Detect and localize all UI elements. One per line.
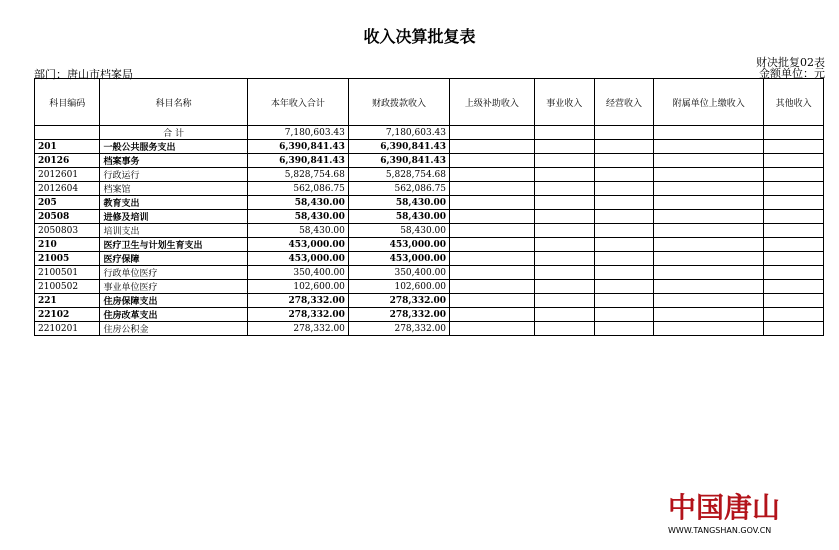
cell: 58,430.00 xyxy=(247,196,348,210)
cell: 453,000.00 xyxy=(247,238,348,252)
cell: 6,390,841.43 xyxy=(247,154,348,168)
cell xyxy=(534,238,594,252)
cell xyxy=(534,168,594,182)
table-row xyxy=(35,252,824,266)
cell xyxy=(764,280,824,294)
form: 财决批复02表 xyxy=(756,56,825,69)
cell: 行政运行 xyxy=(100,168,247,182)
cell xyxy=(450,280,535,294)
cell xyxy=(594,252,654,266)
table-row xyxy=(35,182,824,196)
cell: 58,430.00 xyxy=(348,210,449,224)
cell: 5,828,754.68 xyxy=(348,168,449,182)
cell: 培训支出 xyxy=(100,224,247,238)
h: 事业收入 xyxy=(534,79,594,126)
cell xyxy=(594,182,654,196)
cell xyxy=(764,196,824,210)
cell: 22102 xyxy=(35,308,100,322)
cell: 278,332.00 xyxy=(247,308,348,322)
cell xyxy=(654,252,764,266)
cell: 事业单位医疗 xyxy=(100,280,247,294)
cell: 6,390,841.43 xyxy=(348,154,449,168)
cell: 20508 xyxy=(35,210,100,224)
cell: 278,332.00 xyxy=(348,308,449,322)
cell: 6,390,841.43 xyxy=(348,140,449,154)
cell xyxy=(764,224,824,238)
cell xyxy=(764,168,824,182)
cell: 住房改革支出 xyxy=(100,308,247,322)
cell xyxy=(450,168,535,182)
cell xyxy=(594,154,654,168)
cell xyxy=(764,266,824,280)
cell xyxy=(764,322,824,336)
cell: 201 xyxy=(35,140,100,154)
cell xyxy=(594,238,654,252)
cell xyxy=(654,266,764,280)
cell: 58,430.00 xyxy=(348,224,449,238)
cell: 221 xyxy=(35,294,100,308)
cell: 278,332.00 xyxy=(348,322,449,336)
cell xyxy=(534,210,594,224)
cell: 教育支出 xyxy=(100,196,247,210)
cell: 453,000.00 xyxy=(247,252,348,266)
cell xyxy=(654,294,764,308)
h: 财政拨款收入 xyxy=(348,79,449,126)
cell xyxy=(654,322,764,336)
cell xyxy=(450,252,535,266)
cell xyxy=(654,308,764,322)
cell xyxy=(450,224,535,238)
table: 科目编码 科目名称 本年收入合计 财政拨款收入 上级补助收入 事业收入 经营收入 附属单位上缴收入 其他收入 合 计 7,180,603.43 7,180,603.43 201 一般公共服务支出 6,390,841.43 6,390,841.43 20126 档案事务 6,390,841.43 6,390,841.43 2012601 行政运行 5,828,754.68 5,828,754.68 2012604 档案馆 562,086.75 562,086.75 205 教育支出 58,430.00 58,430.00 20508 进修及培训 58,430.00 58,430.00 2050803 培训支出 58,430.00 58,430.00 210 医疗卫生与计划生育支出 453,000.00 453,000.00 21005 医疗保障 453,000.00 453,000.00 2100501 行政单位医疗 350,400.00 350,400.00 2100502 事业单位医疗 102,600.00 102,600.00 221 住房保障支出 278,332.00 278,332.00 22102 住房改革支出 278,332.00 278,332.00 2210201 住房公积金 278,332.00 278,332.00 xyxy=(34,78,824,336)
unit: 金额单位：元 xyxy=(759,67,825,80)
cell xyxy=(594,210,654,224)
cell xyxy=(654,168,764,182)
cell xyxy=(654,280,764,294)
cell: 58,430.00 xyxy=(247,210,348,224)
cell xyxy=(594,294,654,308)
cell xyxy=(534,294,594,308)
h: 附属单位上缴收入 xyxy=(654,79,764,126)
cell: 医疗卫生与计划生育支出 xyxy=(100,238,247,252)
cell xyxy=(654,182,764,196)
cell: 2012604 xyxy=(35,182,100,196)
dept: 部门：唐山市档案局 xyxy=(34,68,133,81)
cell xyxy=(450,196,535,210)
cell: 58,430.00 xyxy=(247,224,348,238)
cell xyxy=(534,196,594,210)
cell: 562,086.75 xyxy=(247,182,348,196)
cell xyxy=(450,210,535,224)
cell xyxy=(594,224,654,238)
cell xyxy=(534,182,594,196)
total: 7,180,603.43 xyxy=(247,126,348,140)
cell: 2100501 xyxy=(35,266,100,280)
cell: 住房公积金 xyxy=(100,322,247,336)
cell xyxy=(654,196,764,210)
cell xyxy=(450,308,535,322)
cell: 562,086.75 xyxy=(348,182,449,196)
h: 上级补助收入 xyxy=(450,79,535,126)
cell: 205 xyxy=(35,196,100,210)
table-row xyxy=(35,294,824,308)
cell xyxy=(450,322,535,336)
h: 本年收入合计 xyxy=(247,79,348,126)
cell: 102,600.00 xyxy=(247,280,348,294)
title: 收入决算批复表 xyxy=(363,27,476,46)
cell xyxy=(450,294,535,308)
cell: 21005 xyxy=(35,252,100,266)
cell: 医疗保障 xyxy=(100,252,247,266)
cell: 住房保障支出 xyxy=(100,294,247,308)
cell: 210 xyxy=(35,238,100,252)
cell xyxy=(534,252,594,266)
cell: 一般公共服务支出 xyxy=(100,140,247,154)
cell xyxy=(764,238,824,252)
cell: 350,400.00 xyxy=(247,266,348,280)
cell xyxy=(450,238,535,252)
cell xyxy=(654,154,764,168)
table-row xyxy=(35,266,824,280)
cell xyxy=(534,224,594,238)
cell xyxy=(450,266,535,280)
table-row xyxy=(35,322,824,336)
cell xyxy=(764,154,824,168)
cell xyxy=(594,280,654,294)
cell xyxy=(764,294,824,308)
cell xyxy=(764,210,824,224)
table-row xyxy=(35,210,824,224)
total: 7,180,603.43 xyxy=(348,126,449,140)
table-row xyxy=(35,168,824,182)
cell: 6,390,841.43 xyxy=(247,140,348,154)
cell xyxy=(594,266,654,280)
table-row xyxy=(35,238,824,252)
cell xyxy=(764,140,824,154)
cell: 350,400.00 xyxy=(348,266,449,280)
cell: 进修及培训 xyxy=(100,210,247,224)
cell xyxy=(534,140,594,154)
table-row xyxy=(35,196,824,210)
cell: 278,332.00 xyxy=(348,294,449,308)
cell: 2012601 xyxy=(35,168,100,182)
cell xyxy=(450,182,535,196)
cell xyxy=(534,322,594,336)
logo: 中国唐山 WWW.TANGSHAN.GOV.CN xyxy=(668,491,781,535)
cell: 453,000.00 xyxy=(348,252,449,266)
cell xyxy=(764,308,824,322)
cell: 行政单位医疗 xyxy=(100,266,247,280)
cell: 102,600.00 xyxy=(348,280,449,294)
cell: 20126 xyxy=(35,154,100,168)
h: 科目编码 xyxy=(35,79,100,126)
cell xyxy=(594,168,654,182)
cell xyxy=(450,140,535,154)
table-row xyxy=(35,224,824,238)
cell: 2100502 xyxy=(35,280,100,294)
cell xyxy=(594,140,654,154)
cell xyxy=(594,308,654,322)
table-row xyxy=(35,280,824,294)
cell: 58,430.00 xyxy=(348,196,449,210)
cell: 5,828,754.68 xyxy=(247,168,348,182)
cell xyxy=(764,182,824,196)
cell xyxy=(654,140,764,154)
h: 经营收入 xyxy=(594,79,654,126)
cell xyxy=(654,210,764,224)
cell xyxy=(534,154,594,168)
cell: 档案事务 xyxy=(100,154,247,168)
h: 其他收入 xyxy=(764,79,824,126)
cell xyxy=(764,252,824,266)
table-row xyxy=(35,140,824,154)
cell: 档案馆 xyxy=(100,182,247,196)
cell xyxy=(450,154,535,168)
cell: 278,332.00 xyxy=(247,294,348,308)
cell: 2210201 xyxy=(35,322,100,336)
cell xyxy=(534,308,594,322)
cell: 453,000.00 xyxy=(348,238,449,252)
cell xyxy=(594,196,654,210)
cell xyxy=(654,224,764,238)
cell xyxy=(534,280,594,294)
table-row xyxy=(35,308,824,322)
cell xyxy=(654,238,764,252)
h: 科目名称 xyxy=(100,79,247,126)
table-row xyxy=(35,154,824,168)
cell xyxy=(534,266,594,280)
cell: 2050803 xyxy=(35,224,100,238)
cell: 278,332.00 xyxy=(247,322,348,336)
cell xyxy=(594,322,654,336)
